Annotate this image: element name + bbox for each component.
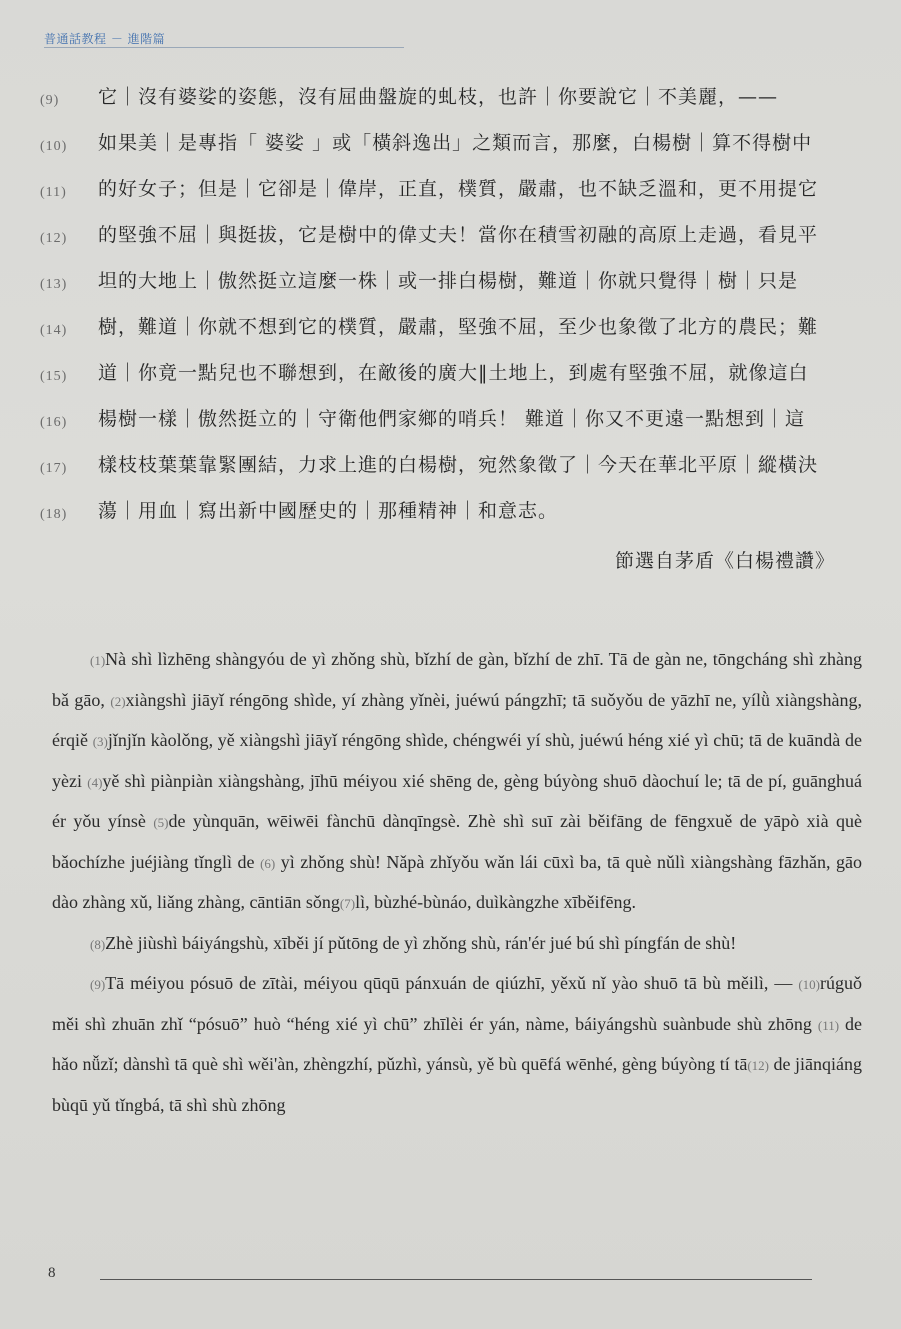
chinese-line (40, 442, 860, 488)
line-number: (9) (40, 93, 60, 108)
pinyin-text: de jiānqiáng bùqū yǔ tǐngbá, tā shì shù zhōng (52, 1054, 862, 1115)
line-text: 樹，難道｜你就不想到它的樸質，嚴肅，堅強不屈，至少也象徵了北方的農民；難 (98, 316, 819, 338)
chinese-line (40, 74, 860, 120)
line-marker: (2) (110, 693, 126, 709)
chinese-line (40, 350, 860, 396)
pinyin-paragraph (52, 640, 862, 924)
attribution: 節選自茅盾《白楊禮讚》 (614, 550, 835, 572)
line-marker: (8) (90, 936, 106, 952)
pinyin-text: lì, bùzhé-bùnáo, duìkàngzhe xīběifēng. (355, 892, 637, 912)
chinese-line (40, 258, 860, 304)
pinyin-text: yì zhǒng shù! Nǎpà zhǐyǒu wǎn lái cūxì ba, tā què nǔlì xiàngshàng fāzhǎn, gāo dào zhàng xǔ, liǎng zhàng, cāntiān sǒng (52, 851, 862, 912)
pinyin-text: de yùnquān, wēiwēi fànchū dànqīngsè. Zhè shì suī zài běifāng de fēngxuě de yāpò xià què bǎochízhe juéjiàng tǐnglì de (52, 811, 862, 872)
line-text: 如果美｜是專指「 婆娑 」或「橫斜逸出」之類而言，那麼，白楊樹｜算不得樹中 (98, 132, 813, 154)
line-marker: (10) (798, 977, 820, 992)
chinese-line (40, 212, 860, 258)
pinyin-text: Zhè jiùshì báiyángshù, xīběi jí pǔtōng de yì zhǒng shù, rán'ér jué bú shì píngfán de shù! (105, 932, 737, 953)
pinyin-passage (52, 640, 862, 1124)
line-marker: (4) (87, 774, 103, 790)
line-number: (10) (40, 139, 68, 154)
pinyin-text: xiàngshì jiāyǐ réngōng shìde, yí zhàng yǐnèi, juéwú pángzhī; tā suǒyǒu de yāzhī ne, yílǜ xiàngshàng, érqiě (52, 689, 862, 750)
line-marker: (1) (90, 653, 106, 668)
line-text: 道｜你竟一點兒也不聯想到，在敵後的廣大‖土地上，到處有堅強不屈，就像這白 (98, 362, 809, 384)
page-number: 8 (48, 1265, 56, 1281)
line-text: 它｜沒有婆娑的姿態，沒有屈曲盤旋的虬枝，也許｜你要說它｜不美麗，—— (98, 86, 779, 108)
footer-rule (100, 1279, 812, 1280)
line-number: (14) (40, 323, 68, 338)
line-marker: (3) (92, 734, 108, 749)
line-text: 的好女子；但是｜它卻是｜偉岸，正直，樸質，嚴肅，也不缺乏溫和，更不用提它 (98, 178, 819, 200)
line-marker: (7) (339, 896, 356, 911)
line-text: 的堅強不屈｜與挺拔，它是樹中的偉丈夫！當你在積雪初融的高原上走過，看見平 (98, 224, 819, 246)
pinyin-text: jǐnjǐn kàolǒng, yě xiàngshì jiāyǐ réngōng shìde, chéngwéi yí shù, juéwú héng xié yì chū; tā de kuāndà de yèzi (52, 730, 862, 791)
line-marker: (11) (817, 1017, 840, 1033)
line-marker: (9) (90, 977, 106, 992)
line-number: (12) (40, 231, 68, 246)
chinese-line (40, 120, 860, 166)
chinese-passage (40, 74, 860, 534)
chinese-line (40, 488, 860, 534)
line-marker: (6) (260, 855, 276, 871)
line-number: (11) (40, 185, 67, 200)
line-number: (13) (40, 277, 68, 292)
line-marker: (5) (153, 815, 169, 830)
pinyin-text: rúguǒ měi shì zhuān zhǐ “pósuō” huò “héng xié yì chū” zhīlèi ér yán, nàme, báiyángshù suànbude shù zhōng (52, 973, 862, 1034)
line-text: 蕩｜用血｜寫出新中國歷史的｜那種精神｜和意志。 (98, 500, 559, 522)
line-text: 楊樹一樣｜傲然挺立的｜守衛他們家鄉的哨兵！ 難道｜你又不更遠一點想到｜這 (98, 408, 806, 430)
line-number: (18) (40, 507, 68, 522)
line-text: 坦的大地上｜傲然挺立這麼一株｜或一排白楊樹，難道｜你就只覺得｜樹｜只是 (98, 270, 799, 292)
pinyin-paragraph (52, 924, 862, 965)
running-header: 普通話教程 － 進階篇 (44, 32, 166, 46)
pinyin-text: Nà shì lìzhēng shàngyóu de yì zhǒng shù, bǐzhí de gàn, bǐzhí de zhī. Tā de gàn ne, tōngcháng shì zhàng bǎ gāo, (52, 649, 862, 710)
pinyin-text: Tā méiyou pósuō de zītài, méiyou qūqū pánxuán de qiúzhī, yěxǔ nǐ yào shuō tā bù měilì, — (105, 973, 799, 993)
chinese-line (40, 304, 860, 350)
line-number: (17) (40, 461, 68, 476)
chinese-line (40, 396, 860, 442)
line-number: (16) (40, 415, 68, 430)
pinyin-text: de hǎo nǚzǐ; dànshì tā què shì wěi'àn, zhèngzhí, pǔzhì, yánsù, yě bù quēfá wēnhé, gèng búyòng tí tā (52, 1013, 863, 1074)
line-marker: (12) (747, 1058, 769, 1073)
line-text: 樣枝枝葉葉靠緊團結，力求上進的白楊樹，宛然象徵了｜今天在華北平原｜縱橫決 (98, 454, 819, 476)
chinese-line (40, 166, 860, 212)
pinyin-paragraph (52, 964, 862, 1124)
pinyin-text: yě shì piànpiàn xiàngshàng, jīhū méiyou xié shēng de, gèng búyòng shuō dàochuí le; tā de pí, guānghuá ér yǒu yínsè (52, 770, 862, 831)
line-number: (15) (40, 369, 68, 384)
